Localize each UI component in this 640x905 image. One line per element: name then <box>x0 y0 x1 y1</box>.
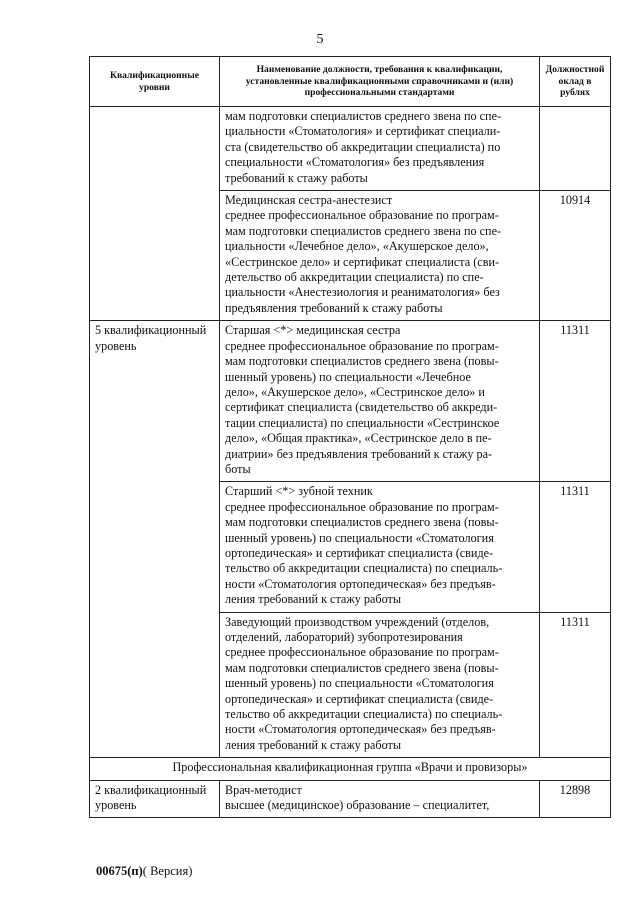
position-cell: Старший <*> зубной техник среднее профессиональное образование по програм- мам подготовки специалистов среднего звена (повы- шенный уровень) по специальности «Стоматология ортопедическая» и сертификат специалиста (свиде- тельство об аккредитации специалиста) по специаль- ности «Стоматология ортопедическая» без предъяв- ления требований к стажу работы <box>220 482 540 612</box>
level-cell <box>90 191 220 321</box>
group-title: Профессиональная квалификационная группа «Врачи и провизоры» <box>90 758 611 780</box>
salary-cell: 11311 <box>540 612 611 758</box>
table-row <box>90 321 611 482</box>
level-cell <box>90 482 220 612</box>
table-row <box>90 780 611 818</box>
position-cell: Заведующий производством учреждений (отделов, отделений, лабораторий) зубопротезирования среднее профессиональное образование по програм- мам подготовки специалистов среднего звена (повы- шенный уровень) по специальности «Стоматология ортопедическая» и сертификат специалиста (свиде- тельство об аккредитации специалиста) по специаль- ности «Стоматология ортопедическая» без предъяв- ления требований к стажу работы <box>220 612 540 758</box>
salary-cell: 12898 <box>540 780 611 818</box>
position-cell: Врач-методист высшее (медицинское) образование – специалитет, <box>220 780 540 818</box>
group-row <box>90 758 611 780</box>
level-cell: 5 квалификационный уровень <box>90 321 220 482</box>
table-row <box>90 107 611 191</box>
header-level: Квалификационные уровни <box>90 57 220 107</box>
level-cell <box>90 107 220 191</box>
qualification-table <box>89 56 611 818</box>
position-cell: Старшая <*> медицинская сестра среднее профессиональное образование по програм- мам подготовки специалистов среднего звена (повы- шенный уровень) по специальности «Лечебное дело», «Акушерское дело», «Сестринское дело» и сертификат специалиста (свидетельство об аккреди- тации специалиста) по специальности «Сестринское дело», «Общая практика», «Сестринское дело в пе- диатрии» без предъявления требований к стажу ра- боты <box>220 321 540 482</box>
position-cell: Медицинская сестра-анестезист среднее профессиональное образование по програм- мам подготовки специалистов среднего звена по спе- циальности «Лечебное дело», «Акушерское дело», «Сестринское дело» и сертификат специалиста (сви- детельство об аккредитации специалиста) по спе- циальности «Анестезиология и реаниматология» без предъявления требований к стажу работы <box>220 191 540 321</box>
table-row <box>90 612 611 758</box>
salary-cell: 11311 <box>540 321 611 482</box>
salary-cell: 11311 <box>540 482 611 612</box>
document-code: 00675(п) <box>96 864 143 878</box>
salary-cell: 10914 <box>540 191 611 321</box>
table-row <box>90 191 611 321</box>
header-position: Наименование должности, требования к квалификации, установленные квалификационными справочниками и (или) профессиональными стандартами <box>220 57 540 107</box>
salary-cell <box>540 107 611 191</box>
level-cell: 2 квалификационный уровень <box>90 780 220 818</box>
position-cell: мам подготовки специалистов среднего звена по спе- циальности «Стоматология» и сертификат специали- ста (свидетельство об аккредитации специалиста) по специальности «Стоматология» без предъявления требований к стажу работы <box>220 107 540 191</box>
page-number: 5 <box>316 32 324 47</box>
table-row <box>90 482 611 612</box>
document-version: ( Версия) <box>142 864 193 878</box>
header-salary: Должностной оклад в рублях <box>540 57 611 107</box>
document-footer <box>96 864 192 879</box>
level-cell <box>90 612 220 758</box>
table-header-row <box>90 57 611 107</box>
